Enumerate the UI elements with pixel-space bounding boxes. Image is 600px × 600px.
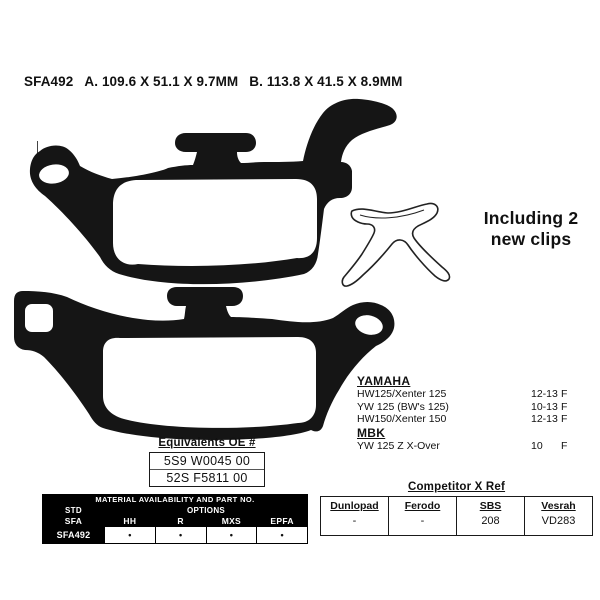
pad-b-square-hole — [25, 304, 53, 332]
column-header-mxs: MXS — [207, 516, 257, 526]
options-header: OPTIONS — [105, 506, 307, 515]
pad-a-friction-material — [113, 179, 317, 266]
oe-equivalents — [137, 437, 277, 487]
competitor-xref-heading: Competitor X Ref — [407, 481, 506, 493]
xref-value: VD283 — [541, 515, 576, 527]
availability-dot: • — [105, 527, 155, 543]
xref-header: Vesrah — [541, 500, 576, 512]
xref-header: SBS — [479, 500, 502, 512]
oe-number: 52S F5811 00 — [150, 469, 264, 486]
oe-equivalents-heading: Equivalents OE # — [158, 437, 256, 449]
std-header: STD — [43, 506, 104, 515]
part-number: SFA492 — [24, 74, 74, 89]
model-name: YW 125 (BW's 125) — [357, 400, 449, 413]
xref-value: - — [352, 515, 357, 527]
xref-column-ferodo — [388, 497, 456, 535]
clips-note — [452, 208, 600, 250]
clips-note-line2: new clips — [490, 229, 572, 249]
column-header-sfa: SFA — [43, 516, 104, 526]
model-years: 10 — [531, 440, 543, 453]
column-header-epfa: EPFA — [257, 516, 307, 526]
fitment-row — [357, 413, 573, 426]
column-header-hh: HH — [105, 516, 155, 526]
fitment-list — [357, 374, 573, 453]
model-position: F — [561, 440, 568, 453]
material-table-title: MATERIAL AVAILABILITY AND PART NO. — [43, 495, 307, 505]
model-years: 10-13 — [531, 400, 558, 413]
fitment-row — [357, 401, 573, 414]
competitor-xref — [320, 481, 593, 536]
model-position: F — [561, 413, 568, 426]
dimension-a: A. 109.6 X 51.1 X 9.7MM — [84, 74, 239, 89]
fitment-row — [357, 440, 573, 453]
fitment-row — [357, 388, 573, 401]
xref-value: 208 — [481, 515, 500, 527]
xref-column-vesrah — [524, 497, 592, 535]
model-position: F — [561, 388, 568, 400]
model-years: 12-13 — [531, 413, 558, 426]
make-heading-yamaha: YAMAHA — [357, 374, 411, 388]
part-number-cell: SFA492 — [43, 527, 104, 543]
pad-b-friction-material — [103, 337, 316, 428]
clips-note-line1: Including 2 — [483, 208, 579, 228]
material-availability-table — [42, 494, 308, 544]
model-name: YW 125 Z X-Over — [357, 440, 440, 453]
xref-column-dunlopad — [321, 497, 388, 535]
competitor-xref-table — [320, 496, 593, 536]
availability-dot: • — [257, 527, 307, 543]
make-heading-mbk: MBK — [357, 426, 386, 441]
model-name: HW150/Xenter 150 — [357, 413, 447, 426]
xref-column-sbs — [456, 497, 524, 535]
xref-value: - — [420, 515, 425, 527]
model-years: 12-13 — [531, 388, 558, 400]
column-header-r: R — [156, 516, 206, 526]
model-name: HW125/Xenter 125 — [357, 388, 447, 400]
availability-dot: • — [156, 527, 206, 543]
oe-number: 5S9 W0045 00 — [163, 454, 251, 468]
spring-clip — [342, 203, 449, 286]
xref-header: Dunlopad — [330, 500, 379, 512]
oe-numbers-box — [149, 452, 265, 487]
model-position: F — [561, 400, 568, 413]
dimension-b: B. 113.8 X 41.5 X 8.9MM — [249, 74, 403, 89]
availability-dot: • — [207, 527, 257, 543]
xref-header: Ferodo — [404, 500, 441, 512]
